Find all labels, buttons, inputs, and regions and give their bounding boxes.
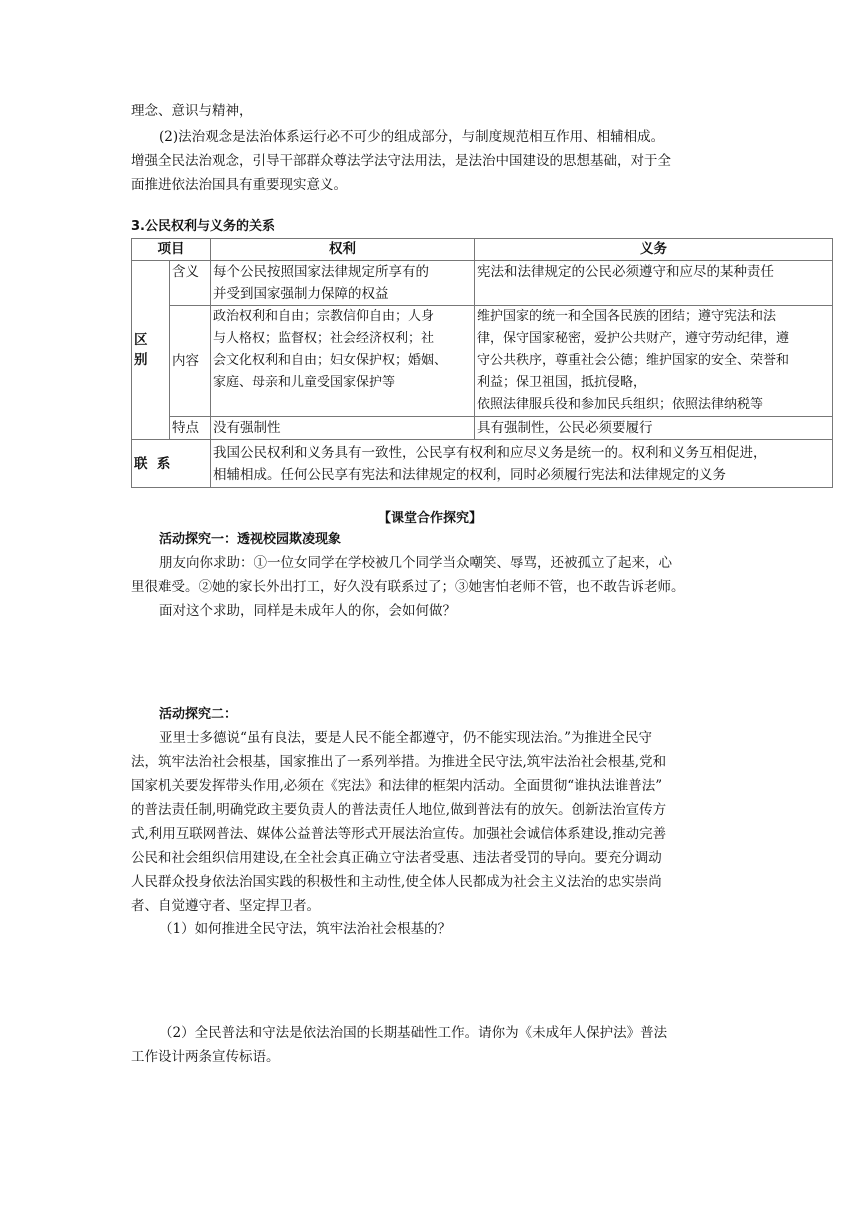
cell-line: 利益；保卫祖国，抵抗侵略， (477, 375, 647, 390)
cell-line: 律，保守国家秘密，爱护公共财产，遵守劳动纪律，遵 (477, 331, 790, 346)
header-duties: 义务 (475, 239, 833, 261)
header-item: 项目 (132, 239, 211, 261)
duties-cell (475, 261, 833, 306)
row-label: 含义 (170, 261, 211, 306)
activity-2-line: 亚里士多德说“虽有良法，要是人民不能全都遵守，仍不能实现法治。”为推进全民守 (159, 730, 653, 746)
cell-line: 与人格权；监督权；社会经济权利；社 (213, 331, 435, 346)
table-header-row (132, 239, 833, 261)
rights-cell: 没有强制性 (211, 417, 475, 440)
cell-line: 相辅相成。任何公民享有宪法和法律规定的权利，同时必须履行宪法和法律规定的义务 (213, 466, 726, 483)
section-title: 3.公民权利与义务的关系 (131, 219, 275, 234)
activity-2-line: 人民群众投身依法治国实践的积极性和主动性,使全体人民都成为社会主义法治的忠实崇尚 (131, 874, 662, 890)
header-rights: 权利 (211, 239, 475, 261)
intro-paragraph-line: 面推进依法治国具有重要现实意义。 (131, 177, 347, 193)
activity-1-line: 朋友向你求助：①一位女同学在学校被几个同学当众嘲笑、辱骂，还被孤立了起来，心 (159, 555, 672, 571)
activity-2-line: 法，筑牢法治社会根基，国家推出了一系列举措。为推进全民守法,筑牢法治社会根基,党和 (131, 754, 667, 770)
intro-line: 理念、意识与精神， (131, 103, 253, 119)
cell-line: 维护国家的统一和全国各民族的团结；遵守宪法和法 (477, 309, 777, 324)
table-row (132, 440, 833, 488)
intro-paragraph-line: 增强全民法治观念，引导干部群众尊法学法守法用法，是法治中国建设的思想基础，对于全 (131, 153, 671, 169)
activity-2-line: 国家机关要发挥带头作用,必须在《宪法》和法律的框架内活动。全面贯彻“谁执法谁普法” (131, 778, 663, 794)
activity-1-question: 面对这个求助，同样是未成年人的你，会如何做？ (159, 603, 456, 619)
rights-cell (211, 261, 475, 306)
cell-line: 并受到国家强制力保障的权益 (213, 286, 389, 302)
link-cell (211, 440, 833, 488)
rights-duties-table (131, 238, 833, 488)
section-heading: 【课堂合作探究】 (377, 511, 482, 526)
cell-line: 会文化权利和自由；妇女保护权；婚姻、 (213, 353, 448, 368)
activity-2-question-2: （2）全民普法和守法是依法治国的长期基础性工作。请你为《未成年人保护法》普法 (159, 1025, 668, 1041)
intro-paragraph-line: (2)法治观念是法治体系运行必不可少的组成部分，与制度规范相互作用、相辅相成。 (159, 129, 665, 145)
row-label: 内容 (170, 306, 211, 417)
activity-2-line: 公民和社会组织信用建设,在全社会真正确立守法者受惠、违法者受罚的导向。要充分调动 (131, 850, 662, 866)
cell-line: 我国公民权利和义务具有一致性，公民享有权利和应尽义务是统一的。权利和义务互相促进， (213, 444, 767, 461)
link-label: 联 系 (132, 440, 211, 488)
cell-line: 每个公民按照国家法律规定所享有的 (213, 264, 429, 280)
cell-line: 政治权利和自由；宗教信仰自由；人身 (213, 309, 435, 324)
cell-line: 家庭、母亲和儿童受国家保护等 (213, 375, 396, 390)
table-row (132, 306, 833, 417)
activity-2-question-1: （1）如何推进全民守法，筑牢法治社会根基的？ (159, 921, 452, 937)
cell-line: 宪法和法律规定的公民必须遵守和应尽的某种责任 (477, 264, 774, 280)
duties-cell (475, 306, 833, 417)
activity-1-title: 活动探究一：透视校园欺凌现象 (159, 532, 342, 547)
cell-line: 依照法律服兵役和参加民兵组织；依照法律纳税等 (477, 397, 764, 412)
table-row (132, 417, 833, 440)
activity-1-line: 里很难受。②她的家长外出打工，好久没有联系过了；③她害怕老师不管，也不敢告诉老师。 (131, 579, 685, 595)
activity-2-title: 活动探究二： (159, 707, 238, 722)
row-label: 特点 (170, 417, 211, 440)
activity-2-line: 的普法责任制,明确党政主要负责人的普法责任人地位,做到普法有的放矢。创新法治宣传方 (131, 802, 667, 818)
activity-2-line: 式,利用互联网普法、媒体公益普法等形式开展法治宣传。加强社会诚信体系建设,推动完善 (131, 826, 667, 842)
table-row (132, 261, 833, 306)
activity-2-line: 者、自觉遵守者、坚定捍卫者。 (131, 898, 320, 914)
rights-cell (211, 306, 475, 417)
activity-2-question-2-cont: 工作设计两条宣传标语。 (131, 1049, 280, 1065)
group-label-difference: 区 别 (132, 261, 170, 440)
cell-line: 守公共秩序，尊重社会公德；维护国家的安全、荣誉和 (477, 353, 790, 368)
duties-cell: 具有强制性，公民必须要履行 (475, 417, 833, 440)
